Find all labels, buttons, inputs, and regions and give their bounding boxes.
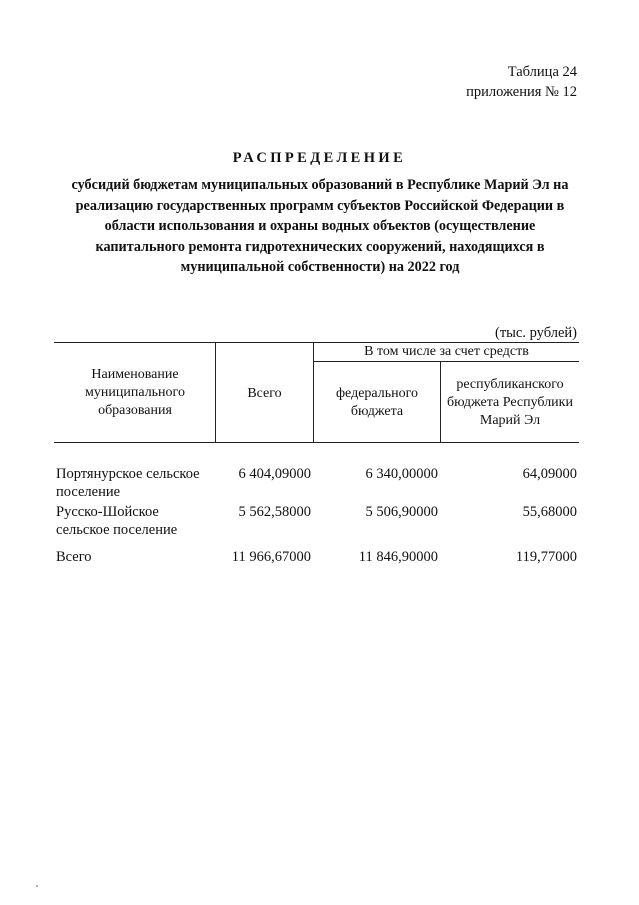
table-header-bottom-border	[54, 442, 579, 443]
row-total: 11 966,67000	[231, 549, 311, 565]
document-title: РАСПРЕДЕЛЕНИЕ	[232, 150, 407, 166]
row-federal: 11 846,90000	[358, 549, 438, 565]
row-name: Русско-Шойское сельское поселение	[56, 504, 178, 538]
row-republic: 64,09000	[522, 466, 577, 482]
scan-speck	[36, 885, 38, 887]
header-group: В том числе за счет средств	[364, 344, 529, 359]
subtitle-line: субсидий бюджетам муниципальных образований в Республике Марий Эл на	[71, 177, 569, 193]
header-republic: республиканского бюджета Республики Марий Эл	[447, 377, 573, 428]
row-republic: 55,68000	[522, 504, 577, 520]
row-federal: 6 340,00000	[365, 466, 438, 482]
row-republic: 119,77000	[515, 549, 577, 565]
subtitle-line: реализацию государственных программ субъектов Российской Федерации в	[75, 197, 565, 214]
header-total: Всего	[247, 386, 282, 401]
header-federal: федерального бюджета	[335, 386, 419, 419]
table-number: Таблица 24	[507, 64, 577, 80]
row-federal: 5 506,90000	[365, 504, 438, 520]
subtitle-line: капитального ремонта гидротехнических сооружений, находящихся в	[95, 238, 545, 255]
document-subtitle	[55, 175, 585, 278]
row-total: 6 404,09000	[238, 466, 311, 482]
group-header-underline	[313, 361, 579, 362]
header-name: Наименование муниципального образования	[85, 367, 185, 418]
subtitle-line: муниципальной собственности) на 2022 год	[180, 259, 460, 275]
row-total: 5 562,58000	[238, 504, 311, 520]
units-label: (тыс. рублей)	[495, 325, 577, 341]
subtitle-line: области использования и охраны водных объектов (осуществление	[104, 218, 536, 234]
appendix-number: приложения № 12	[466, 84, 577, 100]
row-name: Портянурское сельское поселение	[56, 466, 200, 500]
table-reference	[466, 62, 577, 102]
row-name: Всего	[56, 549, 92, 565]
